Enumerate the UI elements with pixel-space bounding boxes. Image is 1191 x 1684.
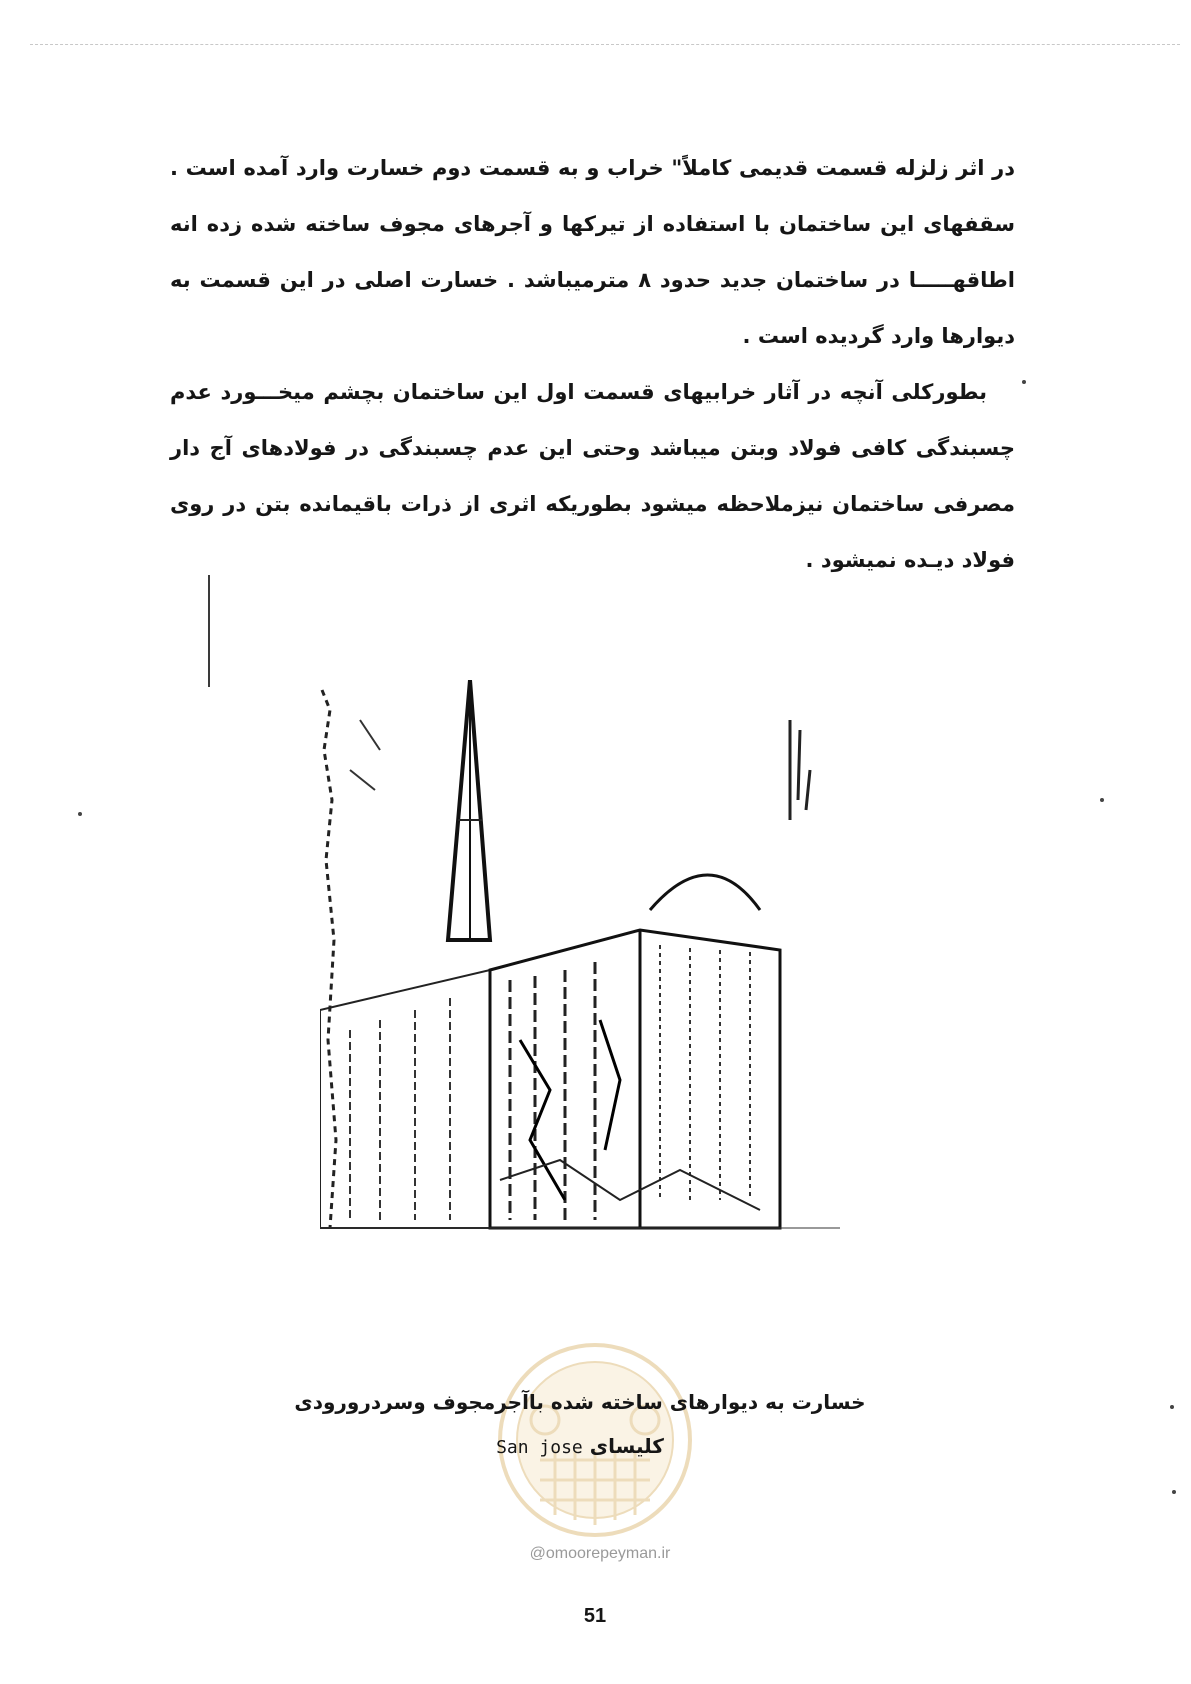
- scan-artifact-line: [30, 44, 1180, 45]
- caption-line-1: خسارت به دیوارهای ساخته شده باآجرمجوف وسردرورودی: [294, 1390, 866, 1414]
- scan-speck: [1022, 380, 1026, 384]
- paragraph-2: بطورکلی آنچه در آثار خرابیهای قسمت اول این ساختمان بچشم میخـــورد عدم چسبندگی کافی فولاد وبتن میباشد وحتی این عدم چسبندگی در فولادهای آج دار مصرفی ساختمان نیزملاحظه میشود بطوریکه اثری از ذرات باقیمانده بتن در روی فولاد دیـده نمیشود .: [170, 380, 1015, 572]
- margin-mark: [208, 575, 210, 687]
- scan-speck: [1172, 1490, 1176, 1494]
- building-damage-photo: [320, 680, 840, 1320]
- photo-illustration: [320, 680, 840, 1240]
- scan-speck: [78, 812, 82, 816]
- caption-line-2: [240, 1424, 920, 1470]
- watermark-url: @omoorepeyman.ir: [529, 1545, 671, 1562]
- body-text: [170, 140, 1015, 588]
- page-number: 51: [583, 1605, 607, 1627]
- figure-caption: [240, 1380, 920, 1470]
- paragraph-1: در اثر زلزله قسمت قدیمی کاملاً" خراب و به قسمت دوم خسارت وارد آمده است . سقفهای این ساختمان با استفاده از تیرکها و آجرهای مجوف ساخته شده زده انه اطاقهـــــا در ساختمان جدید حدود ۸ مترمیباشد . خسارت اصلی در این قسمت به دیوارها وارد گردیده است .: [170, 156, 1015, 348]
- caption-latin-name: San jose: [496, 1437, 583, 1458]
- caption-prefix: کلیسای: [589, 1434, 664, 1458]
- scan-speck: [1100, 798, 1104, 802]
- scan-speck: [1170, 1405, 1174, 1409]
